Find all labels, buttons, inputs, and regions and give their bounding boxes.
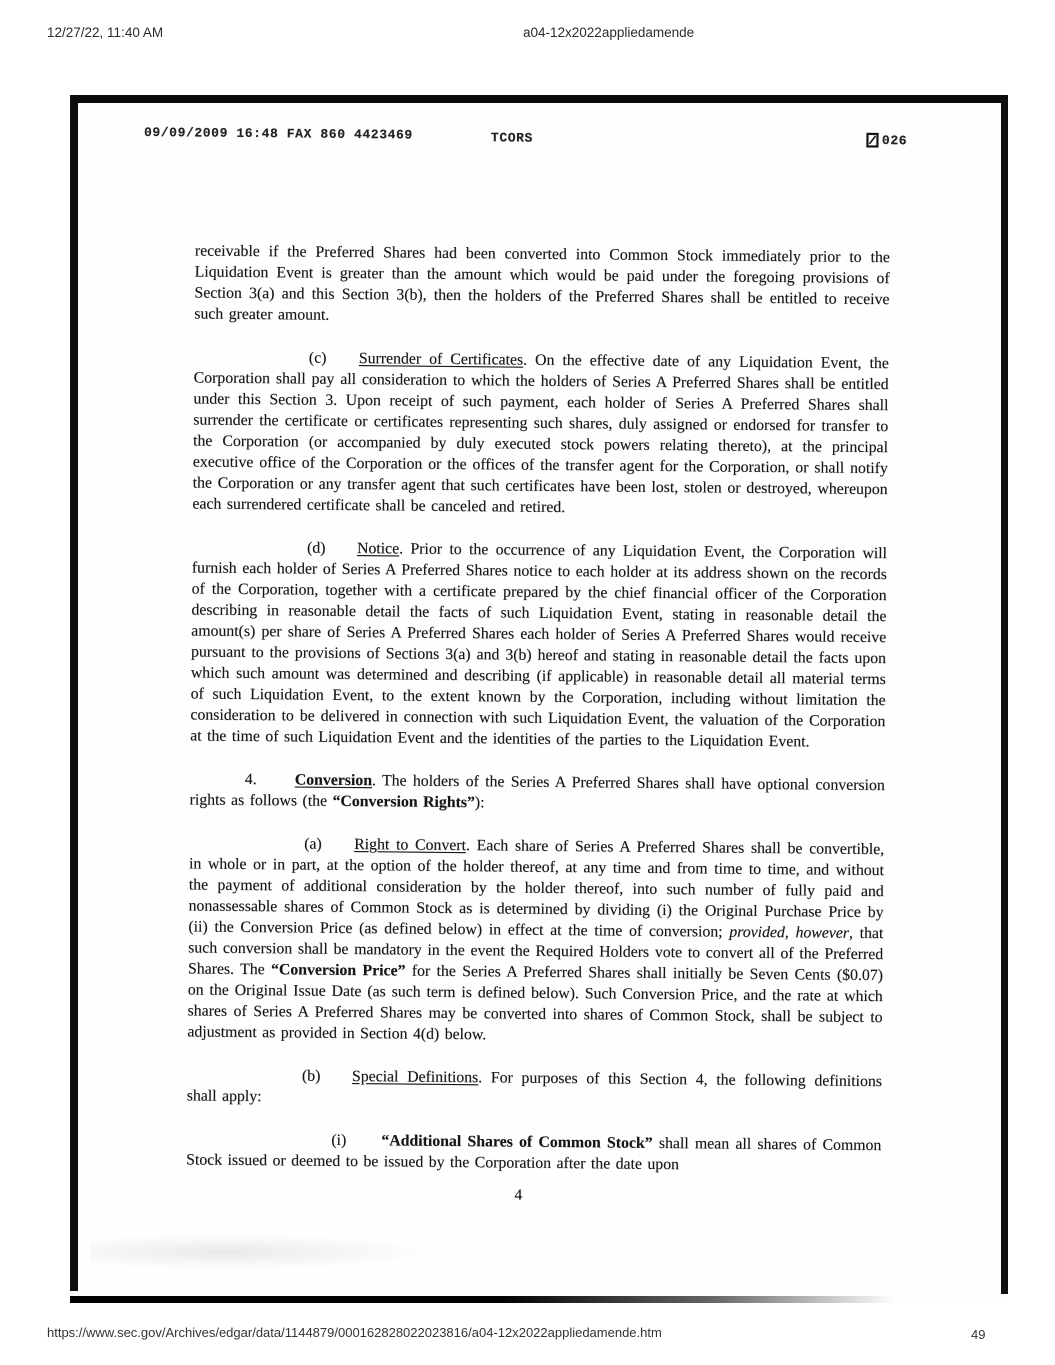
paragraph-marker: (d) bbox=[306, 539, 326, 557]
source-url: https://www.sec.gov/Archives/edgar/data/1144879/000162828022023816/a04-12x2022appliedamende.htm bbox=[47, 1325, 662, 1340]
text-segment: . For purposes of this Section 4, the following definitions shall apply: bbox=[186, 1069, 883, 1106]
document-body bbox=[186, 240, 890, 1199]
text-segment: receivable if the Preferred Shares had been converted into Common Stock immediately prior to the Liquidation Event is greater than the amount which would be paid under the foregoing provisions of Section 3(a) and this Section 3(b), then the holders of the Preferred Shares shall be entitled to receive such greater amount. bbox=[194, 242, 890, 324]
fax-station-id: TCORS bbox=[490, 130, 534, 146]
document-paragraph bbox=[192, 346, 889, 521]
scanned-fax-page bbox=[70, 95, 1008, 1303]
text-segment: Special Definitions bbox=[351, 1068, 479, 1087]
document-paragraph bbox=[189, 768, 884, 817]
text-segment: . Each share of Series A Preferred Shares shall be convertible, in whole or in part, at the option of the holder thereof, at any time and from time to time, and without the payment of additional consideration by the holder thereof, into such number of fully paid and nonassessable shares of Common Stock as is determined by dividing (i) the Original Purchase Price by (ii) the Conversion Price (as defined below) in effect at the time of conversion; bbox=[188, 837, 885, 941]
document-page-number: 4 bbox=[514, 1186, 523, 1204]
document-paragraph bbox=[194, 240, 890, 331]
text-segment: “Additional Shares of Common Stock” bbox=[381, 1132, 653, 1152]
paragraph-marker: (i) bbox=[331, 1131, 347, 1149]
text-segment: for the Series A Preferred Shares shall initially be Seven Cents ($0.07) on the Original Issue Date (as such term is defined below). Such Conversion Price, and the rate at which shares of Series A Preferred Shares may be converted into shares of Common Stock, shall be subject to adjustment as provided in Section 4(d) below. bbox=[187, 962, 884, 1044]
document-paragraph bbox=[190, 536, 887, 753]
text-segment: Right to Convert bbox=[354, 836, 467, 855]
fax-page-count: 026 bbox=[881, 132, 908, 148]
text-segment: . Prior to the occurrence of any Liquidation Event, the Corporation will furnish each holder of Series A Preferred Shares notice to each holder at its address shown on the records of the Corporation, together with a certificate prepared by the chief financial officer of the Corporation describing in reasonable detail the facts of such Liquidation Event, stating in reasonable detail the amount(s) per share of Series A Preferred Shares each holder of Series A Preferred Shares would receive pursuant to the provisions of Sections 3(a) and 3(b) hereof and stating in reasonable detail the facts upon which such amount was determined and describing (if applicable) in reasonable detail all material terms of such Liquidation Event, to the extent known by the Corporation, including without limitation the consideration to be delivered in connection with such Liquidation Event, the valuation of the Corporation at the time of such Liquidation Event and the identities of the parties to the Liquidation Event. bbox=[190, 540, 888, 751]
text-segment: ): bbox=[474, 794, 485, 812]
scan-content bbox=[67, 102, 1000, 1303]
scan-border-right bbox=[1001, 100, 1008, 1294]
scan-border-top bbox=[70, 95, 1008, 103]
paragraph-marker: (a) bbox=[304, 835, 322, 853]
text-segment: “Conversion Rights” bbox=[332, 792, 475, 812]
fax-timestamp: 09/09/2009 16:48 FAX 860 4423469 bbox=[143, 124, 413, 143]
document-paragraph bbox=[187, 832, 884, 1049]
text-segment: provided, however bbox=[729, 923, 850, 942]
paragraph-marker: (b) bbox=[301, 1067, 321, 1085]
fax-page-counter bbox=[866, 132, 907, 148]
text-segment: . On the effective date of any Liquidation Event, the Corporation shall pay all consideration to which the holders of Series A Preferred Shares shall be entitled under this Section 3. Upon receipt of such payment, each holder of Series A Preferred Shares shall surrender the certificate or certificates representing such shares, duly assigned or endorsed for transfer to the Corporation (or accompanied by duly executed stock powers relating thereto), at the principal executive office of the Corporation or the offices of the transfer agent for the Corporation, or shall notify the Corporation or any transfer agent that such certificates have been lost, stolen or destroyed, whereupon each surrendered certificate shall be canceled and retired. bbox=[192, 351, 889, 517]
print-footer-page-number: 49 bbox=[971, 1327, 986, 1342]
print-header-datetime: 12/27/22, 11:40 AM bbox=[47, 25, 164, 40]
fax-page-icon bbox=[866, 132, 879, 148]
text-segment: Conversion bbox=[294, 771, 373, 790]
text-segment: shall mean all shares of Common Stock issued or deemed to be issued by the Corporation after the date upon bbox=[186, 1134, 882, 1174]
text-segment: Notice bbox=[356, 540, 400, 558]
document-paragraph bbox=[186, 1128, 881, 1177]
print-header-title: a04-12x2022appliedamende bbox=[523, 25, 695, 40]
paragraph-marker: 4. bbox=[244, 770, 257, 789]
text-segment: Surrender of Certificates bbox=[358, 350, 524, 369]
paragraph-marker: (c) bbox=[308, 349, 327, 367]
text-segment: “Conversion Price” bbox=[270, 961, 406, 980]
text-segment: . The holders of the Series A Preferred Shares shall have optional conversion rights as follows (the bbox=[189, 772, 885, 810]
text-segment: , that such conversion shall be mandatory in the event the Required Holders vote to convert all of the Preferred Shares. The bbox=[187, 924, 884, 979]
document-paragraph bbox=[187, 1064, 882, 1113]
